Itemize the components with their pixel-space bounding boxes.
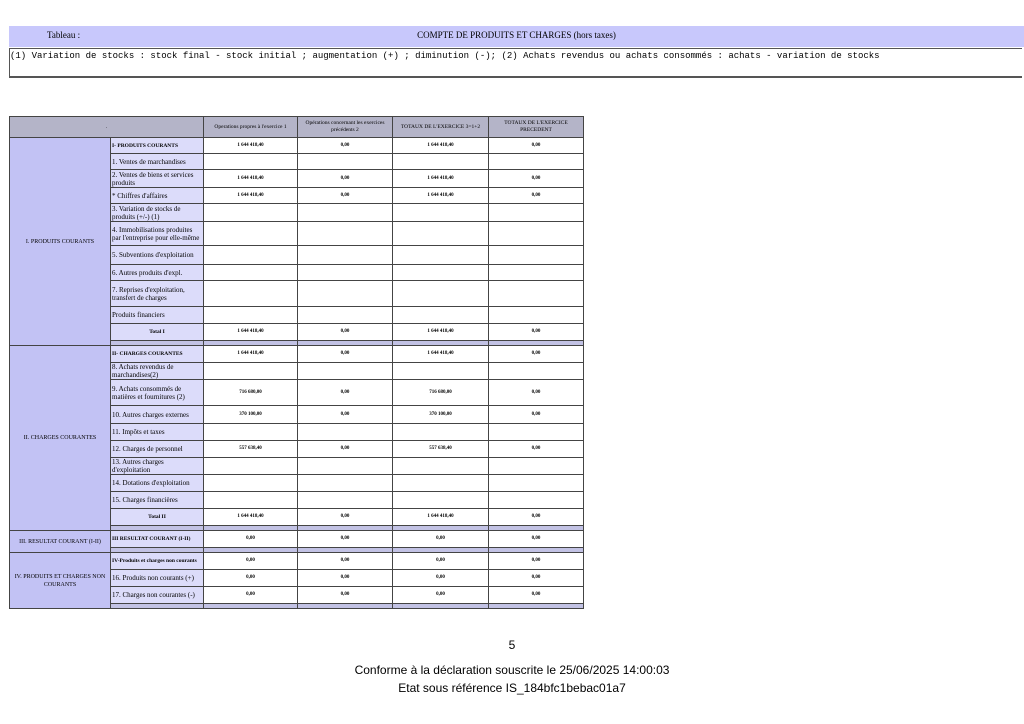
value-cell [298,492,393,509]
value-cell: 0,00 [489,170,584,188]
value-cell [393,204,489,222]
value-cell [393,475,489,492]
value-cell [204,204,298,222]
row-label: 15. Charges financières [111,492,204,509]
value-cell [204,154,298,170]
value-cell [393,458,489,475]
row-label: Total II [111,509,204,526]
tableau-label: Tableau : [47,30,81,40]
value-cell [393,492,489,509]
value-cell: 1 644 418,40 [204,324,298,341]
separator-cell [204,604,298,609]
value-cell [489,363,584,380]
value-cell: 0,00 [298,346,393,363]
value-cell: 716 680,00 [393,380,489,406]
value-cell: 1 644 418,40 [393,138,489,154]
value-cell [489,204,584,222]
value-cell [204,424,298,441]
table-title-bar [9,26,1024,47]
value-cell: 1 644 418,40 [393,346,489,363]
row-label: 2. Ventes de biens et services produits [111,170,204,188]
section-label: IV. PRODUITS ET CHARGES NON COURANTS [10,553,111,609]
income-statement-table [9,116,584,609]
value-cell: 0,00 [489,509,584,526]
value-cell [393,265,489,281]
row-label: 4. Immobilisations produites par l'entreprise pour elle-même [111,222,204,246]
value-cell: 1 644 418,40 [393,509,489,526]
value-cell: 370 100,00 [204,406,298,424]
value-cell: 0,00 [298,531,393,548]
row-label: 6. Autres produits d'expl. [111,265,204,281]
value-cell: 0,00 [298,380,393,406]
value-cell [489,475,584,492]
separator-cell [111,604,204,609]
value-cell: 0,00 [298,570,393,587]
value-cell: 716 680,00 [204,380,298,406]
value-cell: 0,00 [298,188,393,204]
row-label: 17. Charges non courantes (-) [111,587,204,604]
value-cell [204,458,298,475]
value-cell: 0,00 [489,441,584,458]
row-label: 1. Ventes de marchandises [111,154,204,170]
value-cell [204,281,298,307]
reference-statement: Etat sous référence IS_184bfc1bebac01a7 [398,681,626,695]
value-cell: 370 100,00 [393,406,489,424]
value-cell [204,492,298,509]
value-cell: 0,00 [489,188,584,204]
value-cell [489,265,584,281]
value-cell: 557 638,40 [204,441,298,458]
value-cell [393,424,489,441]
row-label: Produits financiers [111,307,204,324]
separator-cell [298,604,393,609]
section-label: III. RESULTAT COURANT (I-II) [10,531,111,553]
row-label: II- CHARGES COURANTES [111,346,204,363]
value-cell [393,307,489,324]
row-label: Total I [111,324,204,341]
value-cell [204,475,298,492]
row-label: 13. Autres charges d'exploitation [111,458,204,475]
value-cell: 0,00 [489,380,584,406]
table-row [10,553,584,570]
value-cell [489,492,584,509]
value-cell [489,458,584,475]
value-cell: 0,00 [298,324,393,341]
value-cell: 0,00 [204,587,298,604]
value-cell [204,222,298,246]
value-cell: 0,00 [298,509,393,526]
column-header: Operations propres à l'exercice 1 [204,117,298,138]
row-label: 9. Achats consommés de matières et fournitures (2) [111,380,204,406]
value-cell [393,363,489,380]
value-cell [298,475,393,492]
table-row [10,138,584,154]
value-cell [393,222,489,246]
column-header: Opérations concernant les exercices précédents 2 [298,117,393,138]
value-cell [393,246,489,265]
value-cell [489,307,584,324]
value-cell: 0,00 [489,406,584,424]
value-cell [204,307,298,324]
value-cell: 0,00 [298,441,393,458]
row-label: IV-Produits et charges non courants [111,553,204,570]
row-label: 10. Autres charges externes [111,406,204,424]
value-cell: 0,00 [393,587,489,604]
row-label: 16. Produits non courants (+) [111,570,204,587]
value-cell: 0,00 [393,570,489,587]
value-cell: 0,00 [298,553,393,570]
row-label: 5. Subventions d'exploitation [111,246,204,265]
value-cell [393,154,489,170]
value-cell [489,154,584,170]
value-cell: 0,00 [393,531,489,548]
row-label: 7. Reprises d'exploitation, transfert de charges [111,281,204,307]
value-cell: 0,00 [489,570,584,587]
value-cell: 1 644 418,40 [393,188,489,204]
value-cell: 0,00 [298,138,393,154]
value-cell [204,246,298,265]
row-label: * Chiffres d'affaires [111,188,204,204]
value-cell: 1 644 418,40 [204,138,298,154]
value-cell: 0,00 [489,587,584,604]
value-cell [298,265,393,281]
value-cell: 0,00 [489,346,584,363]
table-header-row [10,117,584,138]
page-title: COMPTE DE PRODUITS ET CHARGES (hors taxes) [417,30,616,40]
value-cell: 1 644 418,40 [204,188,298,204]
value-cell [489,424,584,441]
value-cell [298,458,393,475]
column-header: TOTAUX DE L'EXERCICE PRECEDENT [489,117,584,138]
value-cell [298,204,393,222]
value-cell: 0,00 [298,406,393,424]
value-cell: 1 644 418,40 [204,346,298,363]
value-cell: 0,00 [298,170,393,188]
value-cell [298,363,393,380]
row-label: 8. Achats revendus de marchandises(2) [111,363,204,380]
value-cell [298,281,393,307]
page-number: 5 [508,638,516,652]
value-cell: 1 644 418,40 [393,324,489,341]
value-cell: 1 644 418,40 [393,170,489,188]
row-label: 11. Impôts et taxes [111,424,204,441]
row-label: III RESULTAT COURANT (I-II) [111,531,204,548]
table-row [10,346,584,363]
separator-cell [393,604,489,609]
column-header: TOTAUX DE L'EXERCICE 3=1+2 [393,117,489,138]
value-cell [298,246,393,265]
value-cell: 0,00 [204,553,298,570]
conformity-statement: Conforme à la déclaration souscrite le 25/06/2025 14:00:03 [354,663,670,677]
value-cell: 1 644 418,40 [204,170,298,188]
value-cell: 0,00 [204,570,298,587]
value-cell: 0,00 [489,553,584,570]
value-cell [298,154,393,170]
value-cell: 0,00 [393,553,489,570]
row-label: 12. Charges de personnel [111,441,204,458]
value-cell [298,424,393,441]
value-cell [298,307,393,324]
value-cell: 557 638,40 [393,441,489,458]
section-label: II. CHARGES COURANTES [10,346,111,531]
value-cell: 0,00 [489,531,584,548]
value-cell: 0,00 [204,531,298,548]
separator-cell [489,604,584,609]
value-cell [298,222,393,246]
value-cell: 0,00 [298,587,393,604]
value-cell [204,265,298,281]
row-label: 3. Variation de stocks de produits (+/-) (1) [111,204,204,222]
value-cell [393,281,489,307]
value-cell [489,246,584,265]
value-cell: 0,00 [489,324,584,341]
value-cell: 1 644 418,40 [204,509,298,526]
table-row [10,531,584,548]
row-label: I- PRODUITS COURANTS [111,138,204,154]
value-cell [489,222,584,246]
value-cell [489,281,584,307]
section-label: I. PRODUITS COURANTS [10,138,111,346]
value-cell [204,363,298,380]
value-cell: 0,00 [489,138,584,154]
row-label: 14. Dotations d'exploitation [111,475,204,492]
corner-cell: . [10,117,204,138]
footnote-box: (1) Variation de stocks : stock final - stock initial ; augmentation (+) ; diminution (-); (2) Achats revendus ou achats consommés : achats - variation de stocks [9,48,1022,78]
